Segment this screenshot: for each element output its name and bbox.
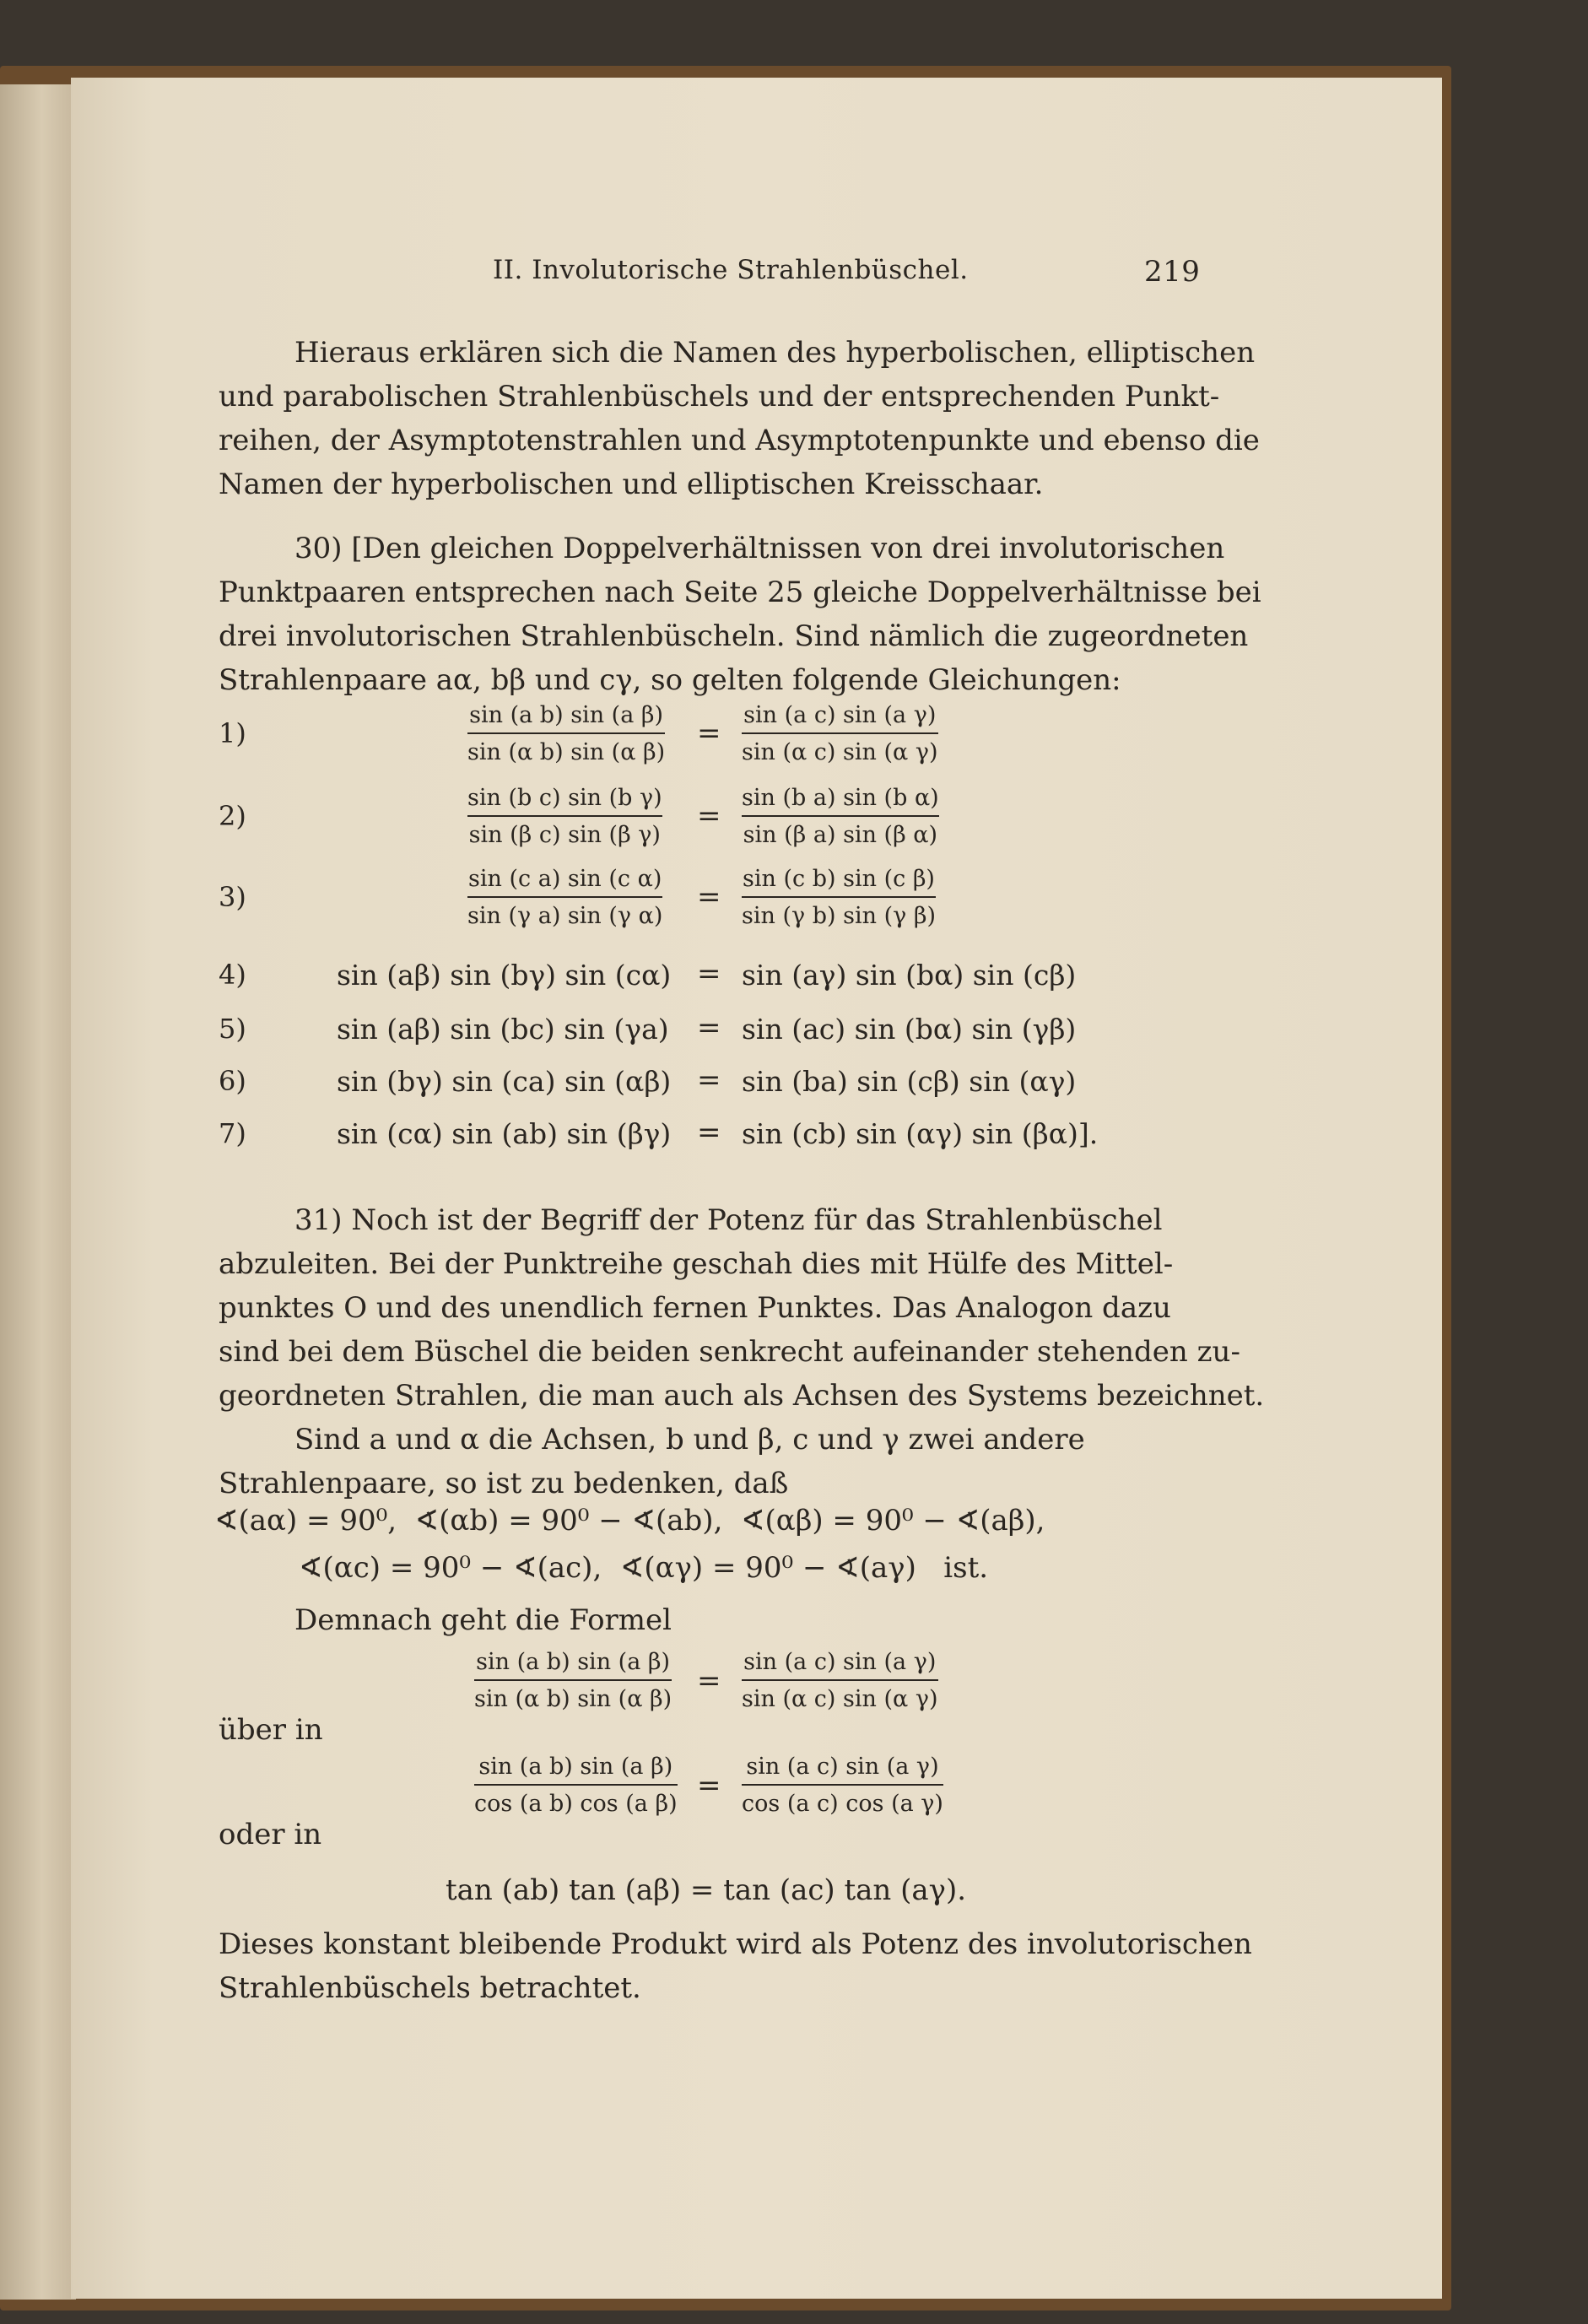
page-number: 219: [1144, 255, 1201, 289]
equals-sign: =: [697, 880, 721, 914]
equation-label: 4): [219, 959, 246, 991]
numerator: sin (a b) sin (a β): [474, 1647, 672, 1681]
text-line: 30) [Den gleichen Doppelverhältnissen von drei involutorischen: [294, 532, 1225, 565]
equals-sign: =: [697, 1769, 721, 1802]
equation-6-rhs: sin (ba) sin (cβ) sin (αγ): [742, 1065, 1077, 1098]
equation-4-rhs: sin (aγ) sin (bα) sin (cβ): [742, 959, 1077, 992]
text-line: und parabolischen Strahlenbüschels und der entsprechenden Punkt-: [219, 380, 1220, 413]
denominator: sin (α b) sin (α β): [467, 739, 666, 765]
denominator: sin (α b) sin (α β): [474, 1686, 672, 1712]
denominator: sin (γ a) sin (γ α): [467, 903, 663, 929]
oder-in-label: oder in: [219, 1818, 322, 1851]
paragraph-potenz: [219, 1922, 1290, 2010]
equals-sign: =: [697, 1664, 721, 1698]
text-line: Punktpaaren entsprechen nach Seite 25 gleiche Doppelverhältnisse bei: [219, 576, 1261, 609]
paragraph-hyperbolic-names: [219, 331, 1290, 506]
equals-sign: =: [697, 716, 721, 750]
equals-sign: =: [697, 1116, 721, 1149]
formula-1-rhs: [742, 1647, 938, 1715]
paragraph-31: [219, 1198, 1290, 1505]
numerator: sin (a b) sin (a β): [467, 700, 665, 734]
text-line: geordneten Strahlen, die man auch als Achsen des Systems bezeichnet.: [219, 1379, 1265, 1413]
angle-relations-line-1: ∢(aα) = 90⁰, ∢(αb) = 90⁰ − ∢(ab), ∢(αβ) = 90⁰ − ∢(aβ),: [214, 1504, 1045, 1538]
equation-2-lhs: [467, 783, 662, 851]
uber-in-label: über in: [219, 1713, 323, 1747]
equation-label: 3): [219, 881, 246, 913]
equals-sign: =: [697, 799, 721, 833]
equation-label: 5): [219, 1013, 246, 1045]
equation-6-lhs: sin (bγ) sin (ca) sin (αβ): [337, 1065, 672, 1098]
denominator: cos (a b) cos (a β): [474, 1791, 678, 1817]
formula-1-lhs: [474, 1647, 672, 1715]
equation-5-rhs: sin (ac) sin (bα) sin (γβ): [742, 1013, 1077, 1046]
text-line: punktes O und des unendlich fernen Punktes. Das Analogon dazu: [219, 1291, 1171, 1325]
book-page: [71, 78, 1442, 2299]
denominator: sin (β a) sin (β α): [743, 822, 938, 848]
tan-equation: tan (ab) tan (aβ) = tan (ac) tan (aγ).: [446, 1873, 967, 1907]
denominator: cos (a c) cos (a γ): [742, 1791, 943, 1817]
text-line: 31) Noch ist der Begriff der Potenz für das Strahlenbüschel: [294, 1203, 1163, 1237]
text-line: Hieraus erklären sich die Namen des hyperbolischen, elliptischen: [294, 336, 1256, 370]
equation-4-lhs: sin (aβ) sin (bγ) sin (cα): [337, 959, 672, 992]
equals-sign: =: [697, 1011, 721, 1045]
text-line: sind bei dem Büschel die beiden senkrecht aufeinander stehenden zu-: [219, 1335, 1240, 1369]
text-line: drei involutorischen Strahlenbüscheln. Sind nämlich die zugeordneten: [219, 619, 1249, 653]
angle-relations-line-2: ∢(αc) = 90⁰ − ∢(ac), ∢(αγ) = 90⁰ − ∢(aγ) ist.: [299, 1551, 989, 1585]
numerator: sin (a c) sin (a γ): [742, 1752, 943, 1786]
equation-1-rhs: [742, 700, 938, 768]
paragraph-30: [219, 527, 1290, 702]
text-line: Strahlenpaare aα, bβ und cγ, so gelten folgende Gleichungen:: [219, 663, 1121, 697]
equals-sign: =: [697, 957, 721, 991]
denominator: sin (β c) sin (β γ): [468, 822, 661, 848]
previous-page-edge: [0, 84, 76, 2300]
formula-2-rhs: [742, 1752, 943, 1819]
equation-3-lhs: [467, 864, 662, 932]
numerator: sin (c b) sin (c β): [742, 864, 936, 898]
equals-sign: =: [697, 1063, 721, 1097]
text-line: Namen der hyperbolischen und elliptischen Kreisschaar.: [219, 468, 1044, 501]
equation-label: 6): [219, 1065, 246, 1097]
demnach-line: Demnach geht die Formel: [294, 1603, 672, 1637]
numerator: sin (a c) sin (a γ): [742, 1647, 938, 1681]
equation-3-rhs: [742, 864, 936, 932]
text-line: Sind a und α die Achsen, b und β, c und γ zwei andere: [294, 1423, 1085, 1457]
equation-5-lhs: sin (aβ) sin (bc) sin (γa): [337, 1013, 669, 1046]
equation-label: 7): [219, 1117, 246, 1149]
numerator: sin (c a) sin (c α): [467, 864, 662, 898]
text-line: Dieses konstant bleibende Produkt wird als Potenz des involutorischen: [219, 1927, 1252, 1961]
equation-label: 2): [219, 800, 246, 832]
denominator: sin (α c) sin (α γ): [742, 1686, 938, 1712]
equation-1-lhs: [467, 700, 665, 768]
text-line: Strahlenpaare, so ist zu bedenken, daß: [219, 1467, 789, 1500]
denominator: sin (γ b) sin (γ β): [742, 903, 936, 929]
numerator: sin (b a) sin (b α): [742, 783, 939, 817]
text-line: Strahlenbüschels betrachtet.: [219, 1971, 641, 2005]
numerator: sin (b c) sin (b γ): [467, 783, 662, 817]
equation-label: 1): [219, 717, 246, 749]
equation-7-lhs: sin (cα) sin (ab) sin (βγ): [337, 1117, 672, 1150]
denominator: sin (α c) sin (α γ): [742, 739, 938, 765]
equation-2-rhs: [742, 783, 939, 851]
numerator: sin (a c) sin (a γ): [742, 700, 938, 734]
text-line: reihen, der Asymptotenstrahlen und Asymptotenpunkte und ebenso die: [219, 424, 1260, 457]
formula-2-lhs: [474, 1752, 678, 1819]
equation-7-rhs: sin (cb) sin (αγ) sin (βα)].: [742, 1117, 1099, 1150]
running-head-title: II. Involutorische Strahlenbüschel.: [493, 255, 969, 285]
numerator: sin (a b) sin (a β): [474, 1752, 678, 1786]
text-line: abzuleiten. Bei der Punktreihe geschah dies mit Hülfe des Mittel-: [219, 1247, 1174, 1281]
